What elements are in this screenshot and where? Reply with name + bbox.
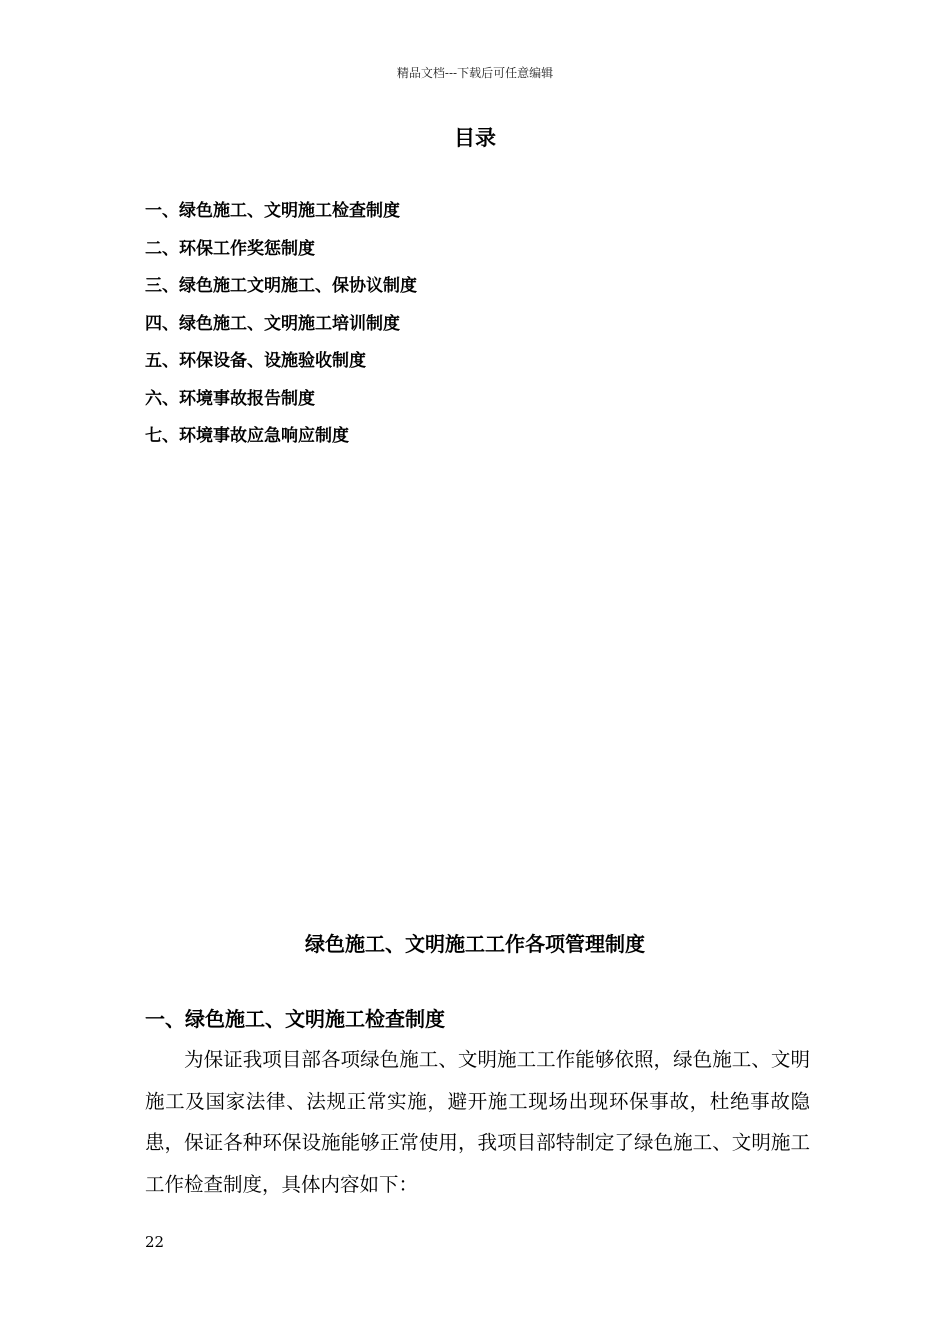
toc-item-6[interactable]: 六、环境事故报告制度: [145, 388, 315, 409]
toc-item-7[interactable]: 七、环境事故应急响应制度: [145, 426, 349, 446]
toc-item-5[interactable]: 五、环保设备、设施验收制度: [145, 351, 366, 371]
body-paragraph: 为保证我项目部各项绿色施工、文明施工工作能够依照，绿色施工、文明施工及国家法律、法规正常实施，避开施工现场出现环保事故，杜绝事故隐患，保证各种环保设施能够正常使用，我项目部特制定了绿色施工、文明施工工作检查制度，具体内容如下：: [145, 1048, 810, 1196]
section-heading: 一、绿色施工、文明施工检查制度: [145, 1007, 445, 1031]
page-number: 22: [145, 1233, 165, 1251]
toc-item-4[interactable]: 四、绿色施工、文明施工培训制度: [145, 313, 400, 334]
document-main-title: 绿色施工、文明施工工作各项管理制度: [305, 932, 645, 956]
toc-item-1[interactable]: 一、绿色施工、文明施工检查制度: [145, 201, 400, 221]
page-header-note: 精品文档---下载后可任意编辑: [396, 66, 554, 80]
toc-item-2[interactable]: 二、环保工作奖惩制度: [145, 238, 315, 259]
toc-item-3[interactable]: 三、绿色施工文明施工、保协议制度: [145, 276, 417, 296]
toc-title: 目录: [454, 126, 496, 150]
table-of-contents: [145, 198, 417, 461]
